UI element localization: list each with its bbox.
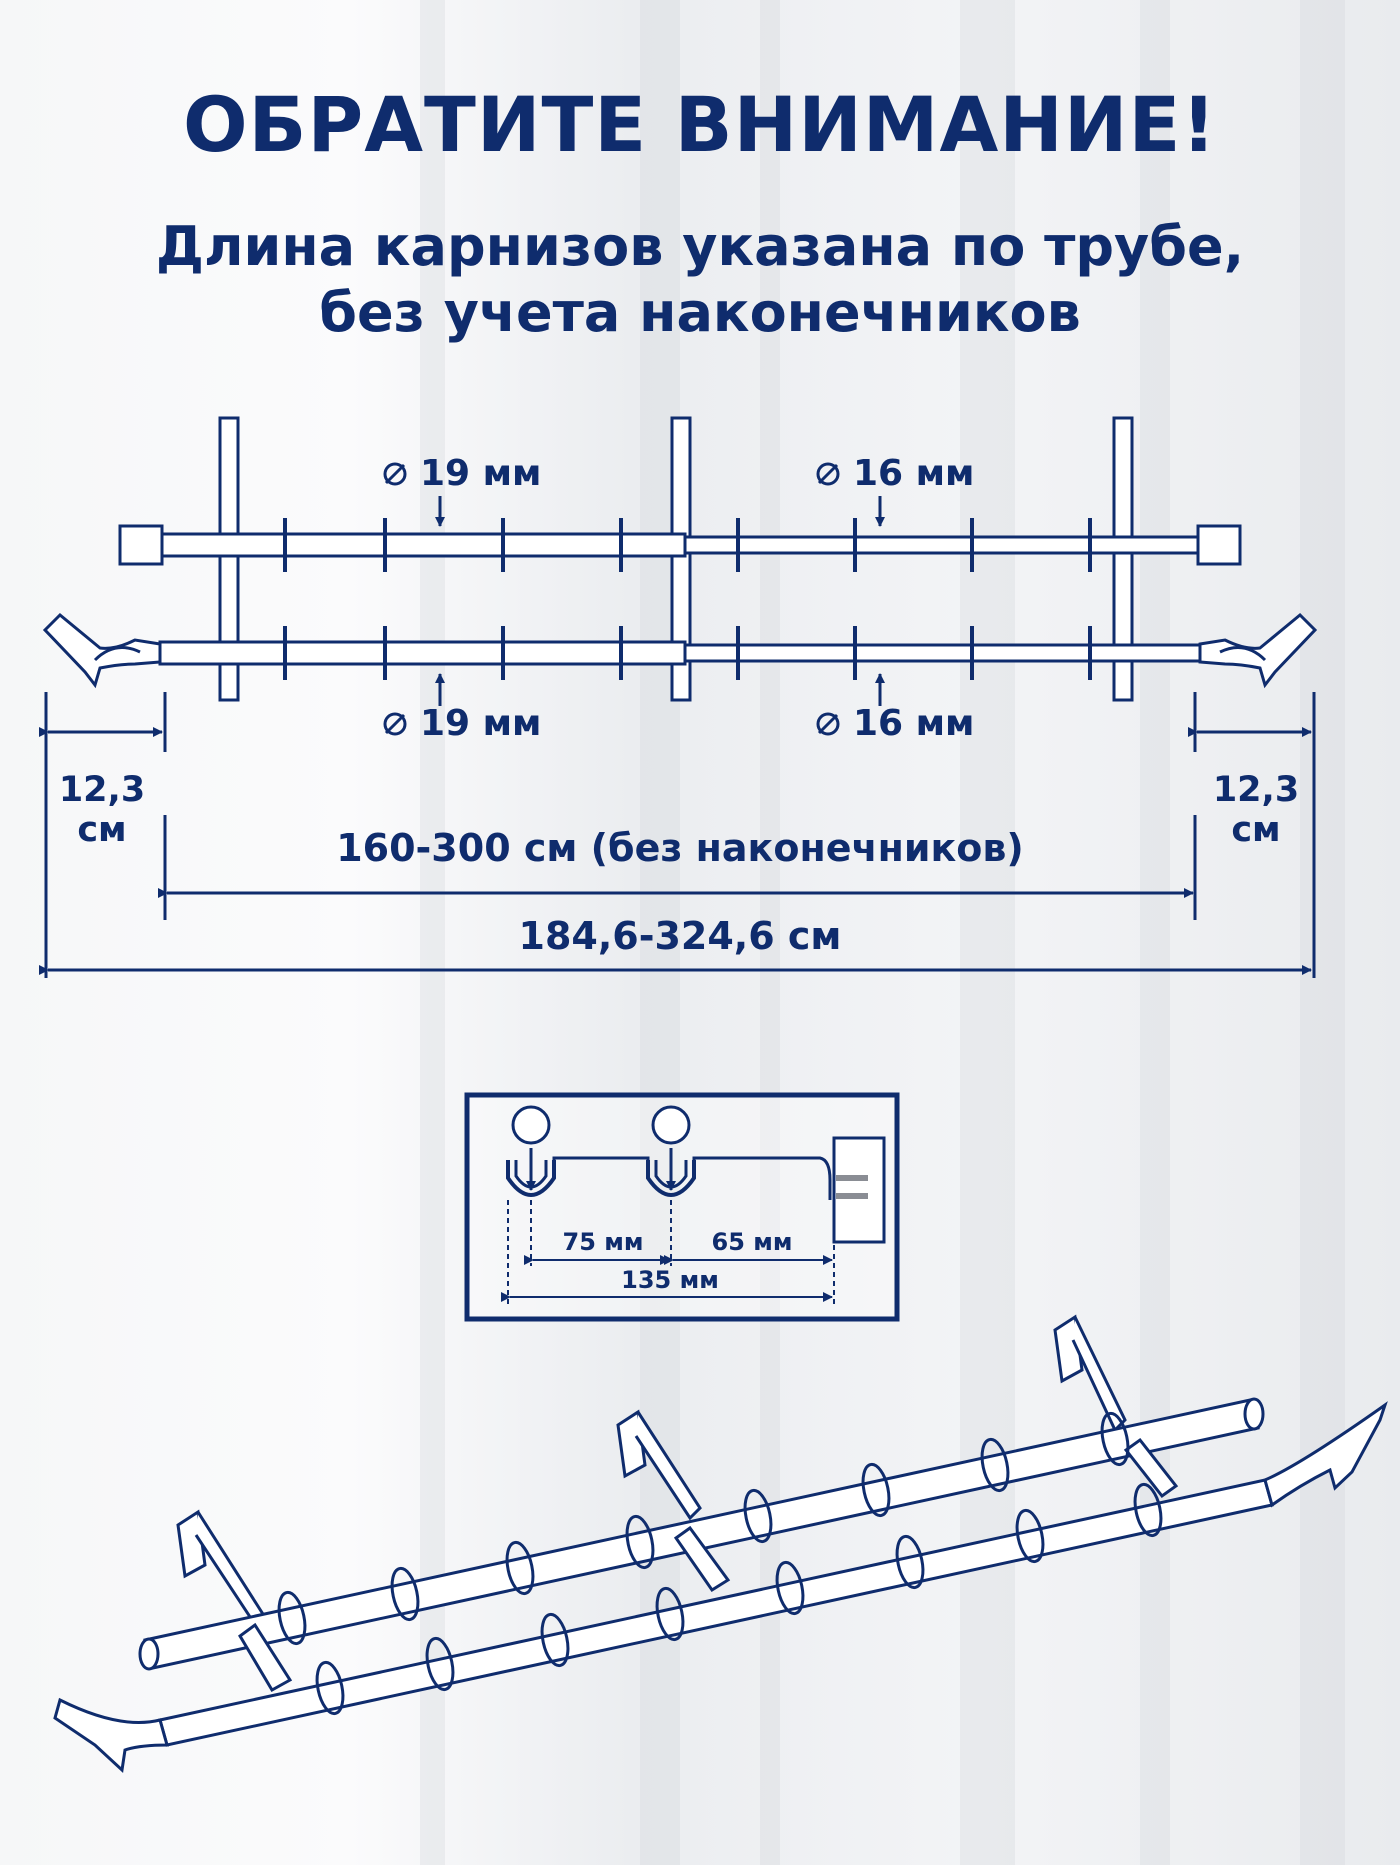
bottom-rod-wide (160, 642, 685, 664)
finial-left (45, 615, 160, 685)
page-title: ОБРАТИТЕ ВНИМАНИЕ! (182, 80, 1218, 169)
diameter-label-top-right: 16 мм (815, 453, 974, 494)
diameter-icon (815, 461, 841, 487)
bracket-total: 135 мм (621, 1266, 719, 1294)
diameter-label-bottom-left: 19 мм (382, 703, 541, 744)
top-rod-narrow (685, 537, 1200, 553)
total-length-label: 184,6-324,6 см (518, 914, 842, 958)
diameter-icon (382, 711, 408, 737)
pipe-length-label: 160-300 см (без наконечников) (336, 826, 1024, 870)
bottom-rod-narrow (685, 645, 1200, 661)
bracket-gap-1: 75 мм (562, 1228, 644, 1256)
subtitle-line-2: без учета наконечников (319, 281, 1081, 344)
page-subtitle (0, 214, 1400, 346)
diameter-label-top-left: 19 мм (382, 453, 541, 494)
diameter-icon (382, 461, 408, 487)
diameter-label-bottom-right: 16 мм (815, 703, 974, 744)
cornice-illustration (55, 1317, 1385, 1770)
diameter-icon (815, 711, 841, 737)
top-rod-wide (160, 534, 685, 556)
finial-right (1200, 615, 1315, 685)
top-rod-cap-left (120, 526, 162, 564)
bracket-gap-2: 65 мм (711, 1228, 793, 1256)
left-end-length: 12,3 см (58, 770, 146, 850)
top-rod-cap-right (1198, 526, 1240, 564)
subtitle-line-1: Длина карнизов указана по трубе, (155, 215, 1245, 278)
right-end-length: 12,3 см (1212, 770, 1300, 850)
